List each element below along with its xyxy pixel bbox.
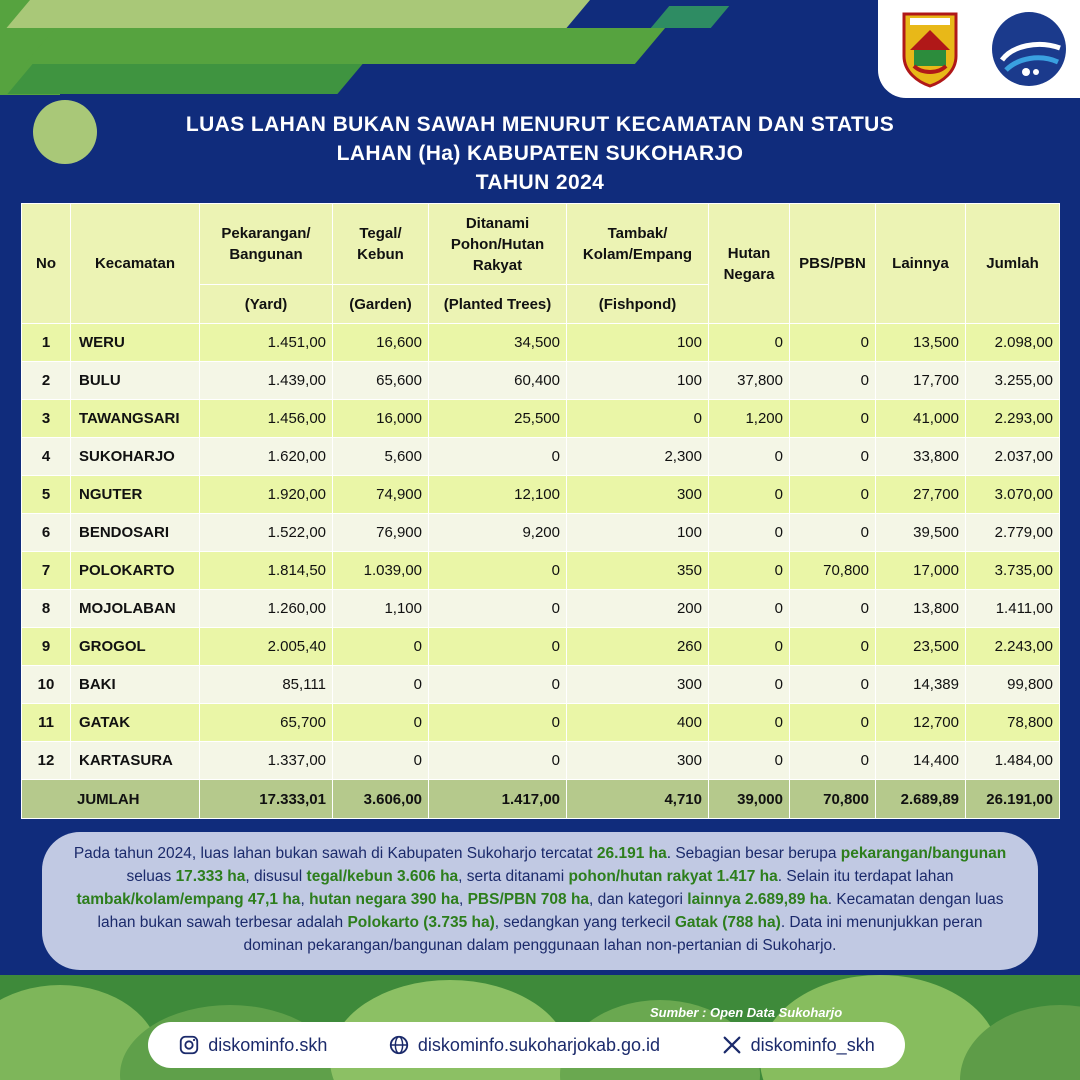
total-cell: 17.333,01 xyxy=(200,780,333,819)
summary-text: . Sebagian besar berupa xyxy=(666,845,841,862)
table-cell: 1.451,00 xyxy=(200,324,333,362)
table-cell: 0 xyxy=(709,628,790,666)
title-line: LAHAN (Ha) KABUPATEN SUKOHARJO xyxy=(336,142,744,165)
summary-text: , dan kategori xyxy=(589,891,688,908)
table-cell: 0 xyxy=(790,362,876,400)
row-number: 7 xyxy=(22,552,71,590)
header-tambak-en: (Fishpond) xyxy=(567,285,709,324)
website-link[interactable] xyxy=(388,1034,660,1056)
table-cell: 200 xyxy=(567,590,709,628)
summary-highlight: Gatak (788 ha) xyxy=(674,914,781,931)
table-row xyxy=(22,324,1060,362)
table-cell: 2.243,00 xyxy=(966,628,1060,666)
row-number: 3 xyxy=(22,400,71,438)
total-cell: 4,710 xyxy=(567,780,709,819)
kecamatan-name: WERU xyxy=(71,324,200,362)
row-number: 2 xyxy=(22,362,71,400)
table-cell: 1.920,00 xyxy=(200,476,333,514)
table-cell: 0 xyxy=(429,438,567,476)
table-cell: 60,400 xyxy=(429,362,567,400)
table-cell: 0 xyxy=(709,438,790,476)
decor-stripe xyxy=(7,64,362,94)
table-cell: 0 xyxy=(429,552,567,590)
summary-highlight: tegal/kebun 3.606 ha xyxy=(306,868,459,885)
total-label: JUMLAH xyxy=(22,780,200,819)
table-cell: 0 xyxy=(333,742,429,780)
header-ditanami: Ditanami Pohon/Hutan Rakyat xyxy=(429,204,567,285)
table-cell: 0 xyxy=(709,666,790,704)
total-cell: 39,000 xyxy=(709,780,790,819)
social-bar xyxy=(148,1022,905,1068)
title-line: TAHUN 2024 xyxy=(475,171,605,194)
table-cell: 0 xyxy=(429,590,567,628)
kecamatan-name: MOJOLABAN xyxy=(71,590,200,628)
table-cell: 1.337,00 xyxy=(200,742,333,780)
table-cell: 1,100 xyxy=(333,590,429,628)
instagram-link[interactable] xyxy=(178,1034,327,1056)
summary-highlight: tambak/kolam/empang 47,1 ha xyxy=(76,891,301,908)
table-cell: 12,100 xyxy=(429,476,567,514)
table-cell: 260 xyxy=(567,628,709,666)
summary-text: , xyxy=(300,891,310,908)
table-cell: 14,389 xyxy=(876,666,966,704)
kecamatan-name: SUKOHARJO xyxy=(71,438,200,476)
table-cell: 39,500 xyxy=(876,514,966,552)
row-number: 10 xyxy=(22,666,71,704)
table-cell: 0 xyxy=(790,742,876,780)
total-cell: 1.417,00 xyxy=(429,780,567,819)
total-row xyxy=(22,780,1060,819)
summary-text: . Data ini menunjukkan peran dominan pekarangan/bangunan dalam penggunaan lahan non-pertanian di Sukoharjo. xyxy=(243,914,983,954)
table-row xyxy=(22,742,1060,780)
table-cell: 17,000 xyxy=(876,552,966,590)
table-cell: 2.293,00 xyxy=(966,400,1060,438)
summary-highlight: Polokarto (3.735 ha) xyxy=(347,914,495,931)
table-cell: 25,500 xyxy=(429,400,567,438)
table-cell: 100 xyxy=(567,362,709,400)
table-cell: 1.411,00 xyxy=(966,590,1060,628)
summary-text: , sedangkan yang terkecil xyxy=(494,914,675,931)
summary-highlight: 17.333 ha xyxy=(175,868,246,885)
table-cell: 0 xyxy=(790,704,876,742)
table-cell: 33,800 xyxy=(876,438,966,476)
table-cell: 1,200 xyxy=(709,400,790,438)
table-row xyxy=(22,514,1060,552)
instagram-handle: diskominfo.skh xyxy=(208,1034,328,1055)
summary-highlight: hutan negara 390 ha xyxy=(309,891,459,908)
table-cell: 13,500 xyxy=(876,324,966,362)
kecamatan-name: GROGOL xyxy=(71,628,200,666)
table-cell: 0 xyxy=(709,324,790,362)
table-cell: 0 xyxy=(333,628,429,666)
table-cell: 0 xyxy=(333,666,429,704)
table-cell: 0 xyxy=(790,590,876,628)
summary-text: , disusul xyxy=(245,868,307,885)
table-cell: 2,300 xyxy=(567,438,709,476)
table-cell: 0 xyxy=(790,476,876,514)
table-cell: 1.814,50 xyxy=(200,552,333,590)
total-cell: 2.689,89 xyxy=(876,780,966,819)
table-cell: 1.439,00 xyxy=(200,362,333,400)
sukoharjo-shield-logo xyxy=(900,10,960,88)
table-cell: 0 xyxy=(709,476,790,514)
header-hutan: Hutan Negara xyxy=(709,204,790,324)
page-title xyxy=(100,110,980,197)
table-cell: 78,800 xyxy=(966,704,1060,742)
kecamatan-name: NGUTER xyxy=(71,476,200,514)
table-cell: 3.070,00 xyxy=(966,476,1060,514)
header-kecamatan: Kecamatan xyxy=(71,204,200,324)
table-cell: 0 xyxy=(790,514,876,552)
summary-highlight: 26.191 ha xyxy=(596,845,667,862)
table-cell: 16,600 xyxy=(333,324,429,362)
total-cell: 70,800 xyxy=(790,780,876,819)
table-cell: 0 xyxy=(567,400,709,438)
source-credit: Sumber : Open Data Sukoharjo xyxy=(650,1005,843,1020)
x-icon xyxy=(721,1034,743,1056)
kecamatan-name: GATAK xyxy=(71,704,200,742)
table-cell: 300 xyxy=(567,666,709,704)
table-cell: 76,900 xyxy=(333,514,429,552)
table-cell: 74,900 xyxy=(333,476,429,514)
table-cell: 9,200 xyxy=(429,514,567,552)
table-cell: 2.779,00 xyxy=(966,514,1060,552)
table-cell: 0 xyxy=(790,400,876,438)
header-ditanami-en: (Planted Trees) xyxy=(429,285,567,324)
header-tambak: Tambak/ Kolam/Empang xyxy=(567,204,709,285)
table-cell: 0 xyxy=(429,628,567,666)
table-cell: 37,800 xyxy=(709,362,790,400)
kecamatan-name: BAKI xyxy=(71,666,200,704)
row-number: 4 xyxy=(22,438,71,476)
row-number: 12 xyxy=(22,742,71,780)
header-jumlah: Jumlah xyxy=(966,204,1060,324)
table-cell: 400 xyxy=(567,704,709,742)
table-cell: 12,700 xyxy=(876,704,966,742)
kecamatan-name: POLOKARTO xyxy=(71,552,200,590)
table-cell: 1.039,00 xyxy=(333,552,429,590)
logo-panel xyxy=(878,0,1080,98)
instagram-icon xyxy=(178,1034,200,1056)
table-cell: 0 xyxy=(790,628,876,666)
header-lainnya: Lainnya xyxy=(876,204,966,324)
table-cell: 0 xyxy=(333,704,429,742)
kecamatan-name: BENDOSARI xyxy=(71,514,200,552)
table-row xyxy=(22,628,1060,666)
header-tegal-en: (Garden) xyxy=(333,285,429,324)
table-cell: 300 xyxy=(567,742,709,780)
table-cell: 100 xyxy=(567,324,709,362)
table-cell: 2.005,40 xyxy=(200,628,333,666)
website-url: diskominfo.sukoharjokab.go.id xyxy=(417,1034,661,1055)
summary-text: , serta ditanami xyxy=(458,868,569,885)
summary-text: Pada tahun 2024, luas lahan bukan sawah di Kabupaten Sukoharjo tercatat xyxy=(73,845,597,862)
row-number: 5 xyxy=(22,476,71,514)
table-row xyxy=(22,590,1060,628)
table-cell: 0 xyxy=(429,666,567,704)
summary-text: . Kecamatan dengan luas lahan bukan sawah terbesar adalah xyxy=(97,891,1004,931)
summary-paragraph xyxy=(42,832,1038,970)
table-cell: 5,600 xyxy=(333,438,429,476)
table-cell: 0 xyxy=(429,742,567,780)
table-cell: 0 xyxy=(429,704,567,742)
table-cell: 350 xyxy=(567,552,709,590)
header-pekarangan: Pekarangan/ Bangunan xyxy=(200,204,333,285)
table-row xyxy=(22,362,1060,400)
table-cell: 2.037,00 xyxy=(966,438,1060,476)
total-cell: 26.191,00 xyxy=(966,780,1060,819)
table-cell: 65,600 xyxy=(333,362,429,400)
table-cell: 1.456,00 xyxy=(200,400,333,438)
table-cell: 41,000 xyxy=(876,400,966,438)
summary-highlight: pohon/hutan rakyat 1.417 ha xyxy=(568,868,778,885)
decor-stripe xyxy=(7,0,590,28)
table-row xyxy=(22,666,1060,704)
header-pekarangan-en: (Yard) xyxy=(200,285,333,324)
total-cell: 3.606,00 xyxy=(333,780,429,819)
table-cell: 300 xyxy=(567,476,709,514)
table-cell: 100 xyxy=(567,514,709,552)
table-cell: 99,800 xyxy=(966,666,1060,704)
header-pbs: PBS/PBN xyxy=(790,204,876,324)
table-cell: 3.735,00 xyxy=(966,552,1060,590)
table-cell: 14,400 xyxy=(876,742,966,780)
kecamatan-name: KARTASURA xyxy=(71,742,200,780)
decor-stripe xyxy=(651,6,729,28)
kecamatan-name: TAWANGSARI xyxy=(71,400,200,438)
table-cell: 0 xyxy=(709,742,790,780)
row-number: 11 xyxy=(22,704,71,742)
row-number: 9 xyxy=(22,628,71,666)
table-cell: 1.484,00 xyxy=(966,742,1060,780)
x-handle: diskominfo_skh xyxy=(750,1034,875,1055)
table-cell: 34,500 xyxy=(429,324,567,362)
table-row xyxy=(22,438,1060,476)
row-number: 8 xyxy=(22,590,71,628)
table-cell: 0 xyxy=(709,514,790,552)
table-cell: 17,700 xyxy=(876,362,966,400)
table-cell: 70,800 xyxy=(790,552,876,590)
table-cell: 0 xyxy=(790,324,876,362)
header-tegal: Tegal/ Kebun xyxy=(333,204,429,285)
table-cell: 1.260,00 xyxy=(200,590,333,628)
title-line: LUAS LAHAN BUKAN SAWAH MENURUT KECAMATAN DAN STATUS xyxy=(185,113,895,136)
table-cell: 16,000 xyxy=(333,400,429,438)
summary-highlight: PBS/PBN 708 ha xyxy=(467,891,590,908)
table-row xyxy=(22,400,1060,438)
table-cell: 0 xyxy=(790,438,876,476)
summary-text: . Selain itu terdapat lahan xyxy=(777,868,954,885)
table-row xyxy=(22,704,1060,742)
table-cell: 2.098,00 xyxy=(966,324,1060,362)
decor-circle xyxy=(33,100,97,164)
header-no: No xyxy=(22,204,71,324)
summary-highlight: lainnya 2.689,89 ha xyxy=(687,891,828,908)
decor-stripe xyxy=(25,28,665,64)
table-cell: 27,700 xyxy=(876,476,966,514)
table-cell: 0 xyxy=(709,590,790,628)
kominfo-logo xyxy=(990,10,1068,88)
summary-highlight: pekarangan/bangunan xyxy=(840,845,1007,862)
globe-icon xyxy=(388,1034,410,1056)
table-cell: 0 xyxy=(709,552,790,590)
row-number: 6 xyxy=(22,514,71,552)
table-row xyxy=(22,552,1060,590)
kecamatan-name: BULU xyxy=(71,362,200,400)
table-cell: 13,800 xyxy=(876,590,966,628)
x-link[interactable] xyxy=(721,1034,875,1056)
table-cell: 23,500 xyxy=(876,628,966,666)
summary-text: , xyxy=(458,891,468,908)
table-cell: 3.255,00 xyxy=(966,362,1060,400)
table-cell: 1.522,00 xyxy=(200,514,333,552)
table-cell: 1.620,00 xyxy=(200,438,333,476)
summary-text: seluas xyxy=(126,868,176,885)
table-cell: 65,700 xyxy=(200,704,333,742)
table-cell: 85,111 xyxy=(200,666,333,704)
table-cell: 0 xyxy=(709,704,790,742)
row-number: 1 xyxy=(22,324,71,362)
table-cell: 0 xyxy=(790,666,876,704)
table-row xyxy=(22,476,1060,514)
land-area-table xyxy=(21,203,1060,819)
